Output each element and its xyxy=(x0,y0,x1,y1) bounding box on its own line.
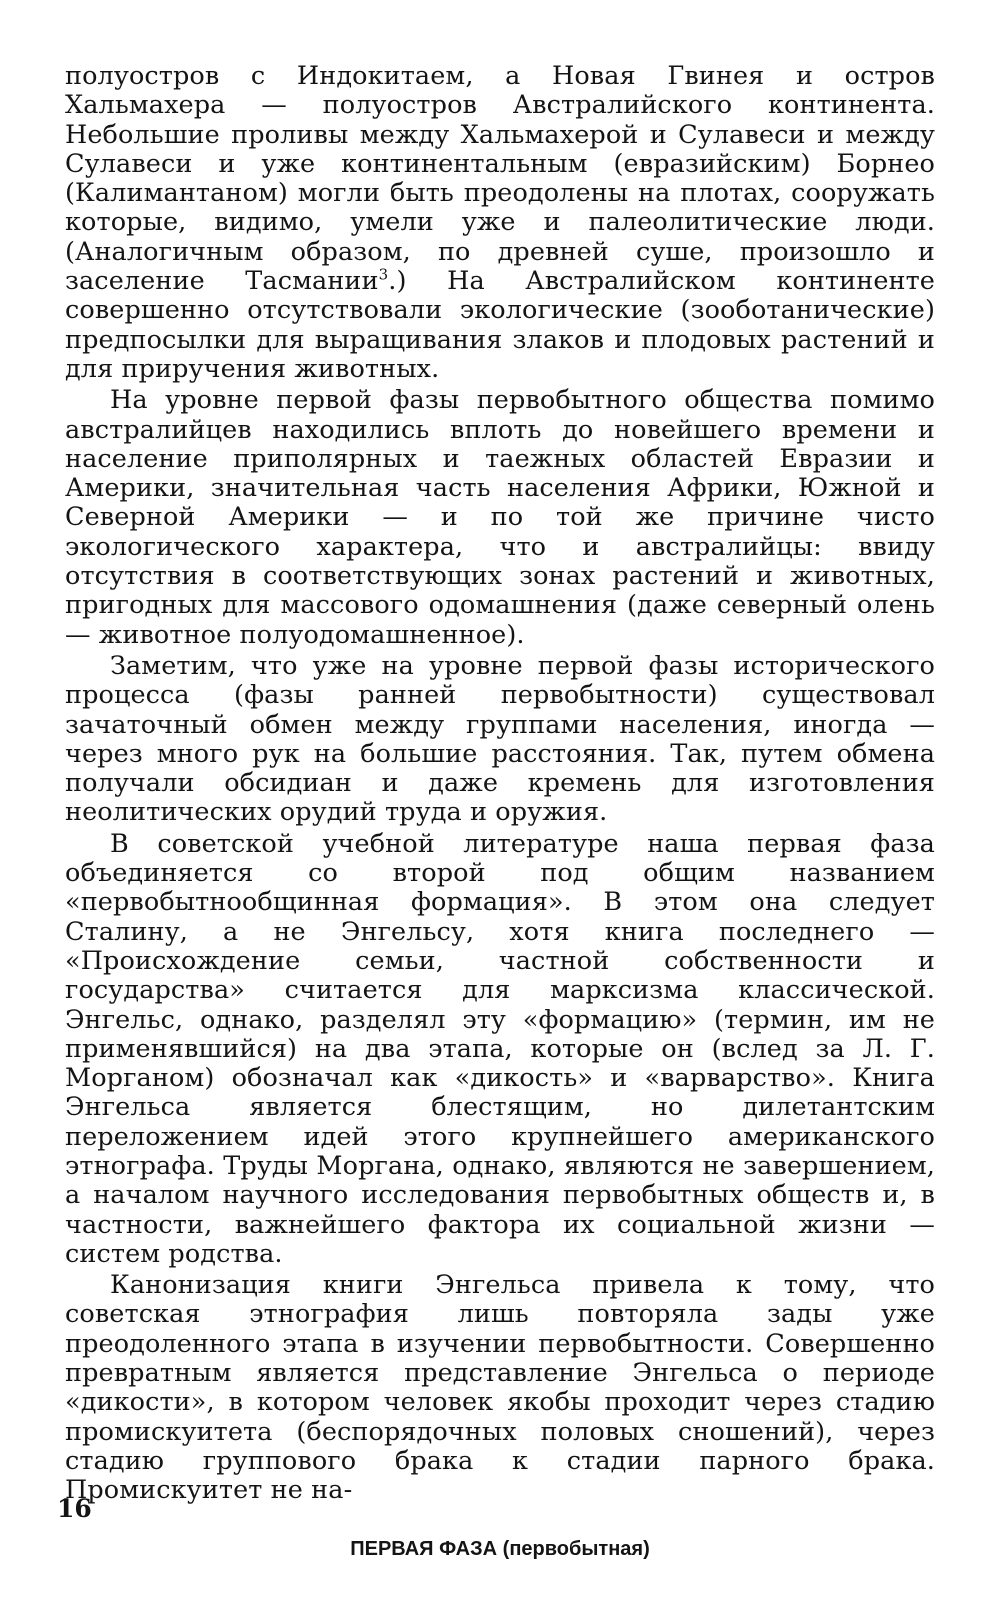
running-title: ПЕРВАЯ ФАЗА xyxy=(350,1538,498,1560)
paragraph-5: Канонизация книги Энгельса привела к тому, что советская этнография лишь повторяла зады уже преодоленного этапа в изучении первобытности. Совершенно превратным является представление Энгельса о периоде «дикости», в котором человек якобы проходит через стадию промискуитета (беспорядочных половых сношений), через стадию группового брака к стадии парного брака. Промискуитет не на- xyxy=(65,1270,935,1506)
footnote-mark: 3 xyxy=(378,265,389,284)
paragraph-1-text-cont: .) На Австралийском континенте совершенно отсутствовали экологические (зооботанические) предпосылки для выращивания злаков и плодовых растений и для приручения животных. xyxy=(65,266,936,384)
paragraph-1-text: полуостров с Индокитаем, а Новая Гвинея и остров Хальмахера — полуостров Австралийского континента. Небольшие проливы между Хальмахерой и Сулавеси и между Сулавеси и уже континентальным (евразийским) Борнео (Калимантаном) могли быть преодолены на плотах, сооружать которые, видимо, умели уже и палеолитические люди. (Аналогичным образом, по древней суше, произошло и заселение Тасмании xyxy=(65,61,935,297)
page-number: 16 xyxy=(57,1494,92,1523)
page-body xyxy=(65,62,935,1506)
paragraph-1 xyxy=(65,62,935,384)
paragraph-4: В советской учебной литературе наша первая фаза объединяется со второй под общим названием «первобытнообщинная формация». В этом она следует Сталину, а не Энгельсу, хотя книга последнего — «Происхождение семьи, частной собственности и государства» считается для марксизма классической. Энгельс, однако, разделял эту «формацию» (термин, им не применявшийся) на два этапа, которые он (вслед за Л. Г. Морганом) обозначал как «дикость» и «варварство». Книга Энгельса является блестящим, но дилетантским переложением идей этого крупнейшего американского этнографа. Труды Моргана, однако, являются не завершением, а началом научного исследования первобытных обществ и, в частности, важнейшего фактора их социальной жизни — систем родства. xyxy=(65,828,935,1269)
running-subtitle: (первобытная) xyxy=(502,1538,650,1560)
running-footer xyxy=(0,1538,1000,1561)
paragraph-2: На уровне первой фазы первобытного общества помимо австралийцев находились вплоть до новейшего времени и население приполярных и таежных областей Евразии и Америки, значительная часть населения Африки, Южной и Северной Америки — и по той же причине чисто экологического характера, что и австралийцы: ввиду отсутствия в соответствующих зонах растений и животных, пригодных для массового одомашнения (даже северный олень — животное полуодомашненное). xyxy=(65,385,935,650)
paragraph-3: Заметим, что уже на уровне первой фазы исторического процесса (фазы ранней первобытности) существовал зачаточный обмен между группами населения, иногда — через много рук на большие расстояния. Так, путем обмена получали обсидиан и даже кремень для изготовления неолитических орудий труда и оружия. xyxy=(65,650,935,828)
